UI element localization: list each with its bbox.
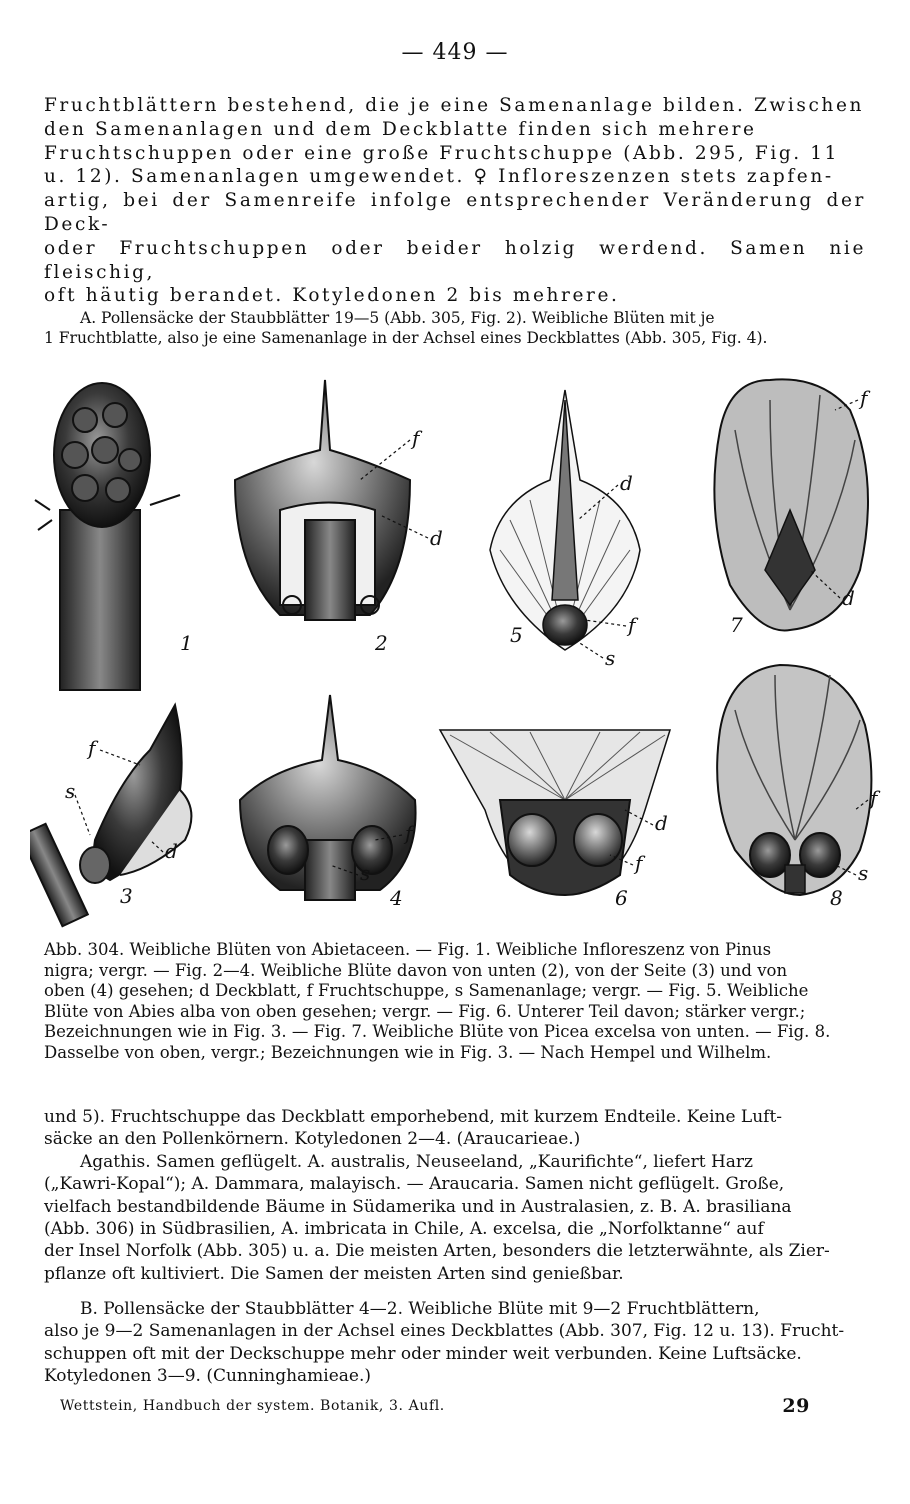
part-label: d [165,839,178,863]
figure-label: 4 [390,886,403,910]
figure-1-inflorescence [35,383,180,690]
text-line: Kotyledonen 3—9. (Cunninghamieae.) [44,1366,372,1387]
text-line: Blüte von Abies alba von oben gesehen; vergr. — Fig. 6. Unterer Teil davon; stärker vergr.; [44,1001,806,1021]
text-line: nigra; vergr. — Fig. 2—4. Weibliche Blüte davon von unten (2), von der Seite (3) und von [44,960,788,980]
part-label: d [620,471,633,495]
text-line: schuppen oft mit der Deckschuppe mehr oder minder weit verbunden. Keine Luftsäcke. [44,1343,802,1364]
figure-3-flower-side [30,705,191,926]
text-line: oft häutig berandet. Kotyledonen 2 bis mehrere. [44,285,620,307]
figure-label: 6 [615,886,628,910]
sheet-number: 29 [782,1395,810,1417]
text-line: säcke an den Pollenkörnern. Kotyledonen 2—4. (Araucarieae.) [44,1129,581,1150]
figure-label: 7 [730,613,743,637]
part-label: d [842,586,855,610]
part-label: d [430,526,443,550]
part-label: d [655,811,668,835]
part-label: f [412,426,420,450]
part-label: s [65,779,76,803]
text-line: Agathis. Samen geflügelt. A. australis, Neuseeland, „Kaurifichte“, liefert Harz [80,1151,753,1172]
text-line: Bezeichnungen wie in Fig. 3. — Fig. 7. Weibliche Blüte von Picea excelsa von unten. — Fig. 8. [44,1022,831,1041]
text-line: (Abb. 306) in Südbrasilien, A. imbricata in Chile, A. excelsa, die „Norfolktanne“ auf [44,1219,764,1240]
text-line: Fruchtschuppen oder eine große Fruchtschuppe (Abb. 295, Fig. 11 [44,142,839,164]
part-label: f [405,821,413,845]
text-line: Abb. 304. Weibliche Blüten von Abietaceen. — Fig. 1. Weibliche Infloreszenz von Pinus [44,940,772,959]
text-line: („Kawri-Kopal“); A. Dammara, malayisch. — Araucaria. Samen nicht geflügelt. Große, [44,1174,785,1195]
text-line: und 5). Fruchtschuppe das Deckblatt emporhebend, mit kurzem Endteile. Keine Luft- [44,1107,783,1127]
figure-2-flower-below [235,380,410,620]
figure-label: 8 [830,886,843,910]
figure-8-picea-above [717,665,871,895]
text-line: der Insel Norfolk (Abb. 305) u. a. Die meisten Arten, besonders die letzterwähnte, als Zier- [44,1241,830,1262]
figure-caption [44,940,866,1063]
page-footer [60,1395,850,1417]
part-label: f [628,613,636,637]
text-line: 1 Fruchtblatte, also je eine Samenanlage in der Achsel eines Deckblattes (Abb. 305, Fig. 4). [44,329,768,347]
text-line: pflanze oft kultiviert. Die Samen der meisten Arten sind genießbar. [44,1263,624,1284]
text-line: vielfach bestandbildende Bäume in Südamerika und in Australasien, z. B. A. brasiliana [44,1196,792,1217]
text-line: oder Fruchtschuppen oder beider holzig werdend. Samen nie fleischig, [44,237,866,283]
section-a [44,308,866,348]
figure-label: 3 [120,884,133,908]
figure-label: 5 [510,623,523,647]
figure-plate-abb-304 [30,370,890,930]
text-line: A. Pollensäcke der Staubblätter 19—5 (Abb. 305, Fig. 2). Weibliche Blüten mit je [80,309,715,327]
part-label: s [858,861,869,885]
part-label: s [605,646,616,670]
top-paragraph [44,94,866,308]
figure-label: 2 [375,631,388,655]
text-line: den Samenanlagen und dem Deckblatte finden sich mehrere [44,118,757,140]
text-line: artig, bei der Samenreife infolge entsprechender Veränderung der Deck- [44,190,866,235]
text-line: Fruchtblättern bestehend, die je eine Samenanlage bilden. Zwischen [44,95,865,116]
footer-citation: Wettstein, Handbuch der system. Botanik, 3. Aufl. [60,1398,445,1414]
part-label: f [860,386,868,410]
text-line: also je 9—2 Samenanlagen in der Achsel eines Deckblattes (Abb. 307, Fig. 12 u. 13). Frucht- [44,1321,845,1342]
part-label: f [88,736,96,760]
text-line: Dasselbe von oben, vergr.; Bezeichnungen wie in Fig. 3. — Nach Hempel und Wilhelm. [44,1042,772,1062]
part-label: f [635,851,643,875]
text-line: u. 12). Samenanlagen umgewendet. ♀ Infloreszenzen stets zapfen- [44,166,834,188]
section-b [44,1298,866,1388]
part-label: s [360,861,371,885]
figure-5-abies-flower [490,390,640,650]
body-paragraph [44,1106,866,1285]
figure-label: 1 [180,631,193,655]
figure-4-flower-above [240,695,416,900]
part-label: f [870,786,878,810]
text-line: oben (4) gesehen; d Deckblatt, f Fruchtschuppe, s Samenanlage; vergr. — Fig. 5. Weibliche [44,981,809,1000]
text-line: B. Pollensäcke der Staubblätter 4—2. Weibliche Blüte mit 9—2 Fruchtblättern, [80,1299,760,1319]
page-number: — 449 — [401,40,509,65]
